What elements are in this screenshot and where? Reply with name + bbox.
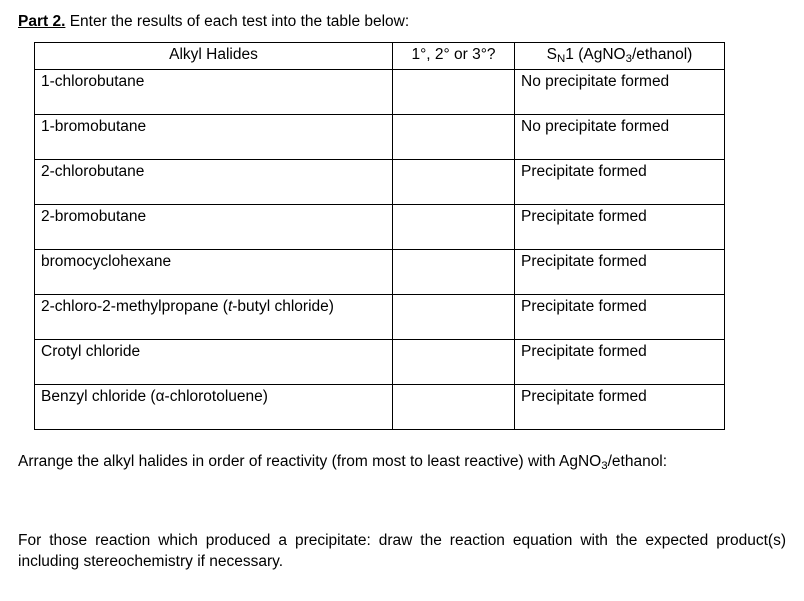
question-1-post: /ethanol: xyxy=(607,453,668,471)
table-row xyxy=(35,340,725,385)
cell-classification-input[interactable] xyxy=(393,340,515,385)
cell-sn1-result: Precipitate formed xyxy=(515,295,725,340)
cell-classification-input[interactable] xyxy=(393,115,515,160)
table-header-row xyxy=(35,43,725,70)
table-row xyxy=(35,160,725,205)
sn1-end: /ethanol) xyxy=(632,46,693,64)
cell-sn1-result: Precipitate formed xyxy=(515,250,725,295)
question-1-pre: Arrange the alkyl halides in order of reactivity (from most to least reactive) with AgNO xyxy=(18,453,602,471)
cell-sn1-result: Precipitate formed xyxy=(515,160,725,205)
part-2-instruction xyxy=(18,12,786,32)
cell-classification-input[interactable] xyxy=(393,385,515,430)
table-row xyxy=(35,385,725,430)
table-row xyxy=(35,250,725,295)
cell-classification-input[interactable] xyxy=(393,250,515,295)
agno3-subscript: 3 xyxy=(601,460,608,473)
sn1-suffix: 1 (AgNO xyxy=(565,46,626,64)
cell-sn1-result: Precipitate formed xyxy=(515,385,725,430)
cell-compound-name: 1-bromobutane xyxy=(35,115,393,160)
header-classification: 1°, 2° or 3°? xyxy=(393,43,515,70)
question-reaction-equations: For those reaction which produced a precipitate: draw the reaction equation with the expected product(s) including stereochemistry if necessary. xyxy=(18,532,786,570)
table-row xyxy=(35,70,725,115)
cell-sn1-result: Precipitate formed xyxy=(515,340,725,385)
sn1-subscript-3: 3 xyxy=(625,53,632,66)
part-2-label: Part 2. xyxy=(18,13,66,30)
compound-name-post: -butyl chloride) xyxy=(232,298,334,316)
table-row xyxy=(35,295,725,340)
cell-classification-input[interactable] xyxy=(393,205,515,250)
results-table xyxy=(34,42,725,430)
cell-compound-name: Benzyl chloride (α-chlorotoluene) xyxy=(35,385,393,430)
table-row xyxy=(35,205,725,250)
cell-compound-name: Crotyl chloride xyxy=(35,340,393,385)
cell-compound-name: 1-chlorobutane xyxy=(35,70,393,115)
compound-name-pre: 2-chloro-2-methylpropane ( xyxy=(41,298,228,316)
header-sn1-test xyxy=(515,43,725,70)
question-reactivity-order xyxy=(18,452,786,473)
cell-sn1-result: Precipitate formed xyxy=(515,205,725,250)
cell-classification-input[interactable] xyxy=(393,70,515,115)
cell-compound-name: bromocyclohexane xyxy=(35,250,393,295)
cell-classification-input[interactable] xyxy=(393,160,515,205)
cell-compound-name: 2-chlorobutane xyxy=(35,160,393,205)
sn1-subscript-n: N xyxy=(557,53,566,66)
cell-sn1-result: No precipitate formed xyxy=(515,70,725,115)
cell-compound-name: 2-bromobutane xyxy=(35,205,393,250)
cell-sn1-result: No precipitate formed xyxy=(515,115,725,160)
cell-compound-name xyxy=(35,295,393,340)
sn1-prefix: S xyxy=(546,46,557,64)
cell-classification-input[interactable] xyxy=(393,295,515,340)
compound-name-italic: t xyxy=(227,298,233,316)
table-row xyxy=(35,115,725,160)
part-2-text: Enter the results of each test into the table below: xyxy=(65,13,410,30)
header-alkyl-halides: Alkyl Halides xyxy=(35,43,393,70)
